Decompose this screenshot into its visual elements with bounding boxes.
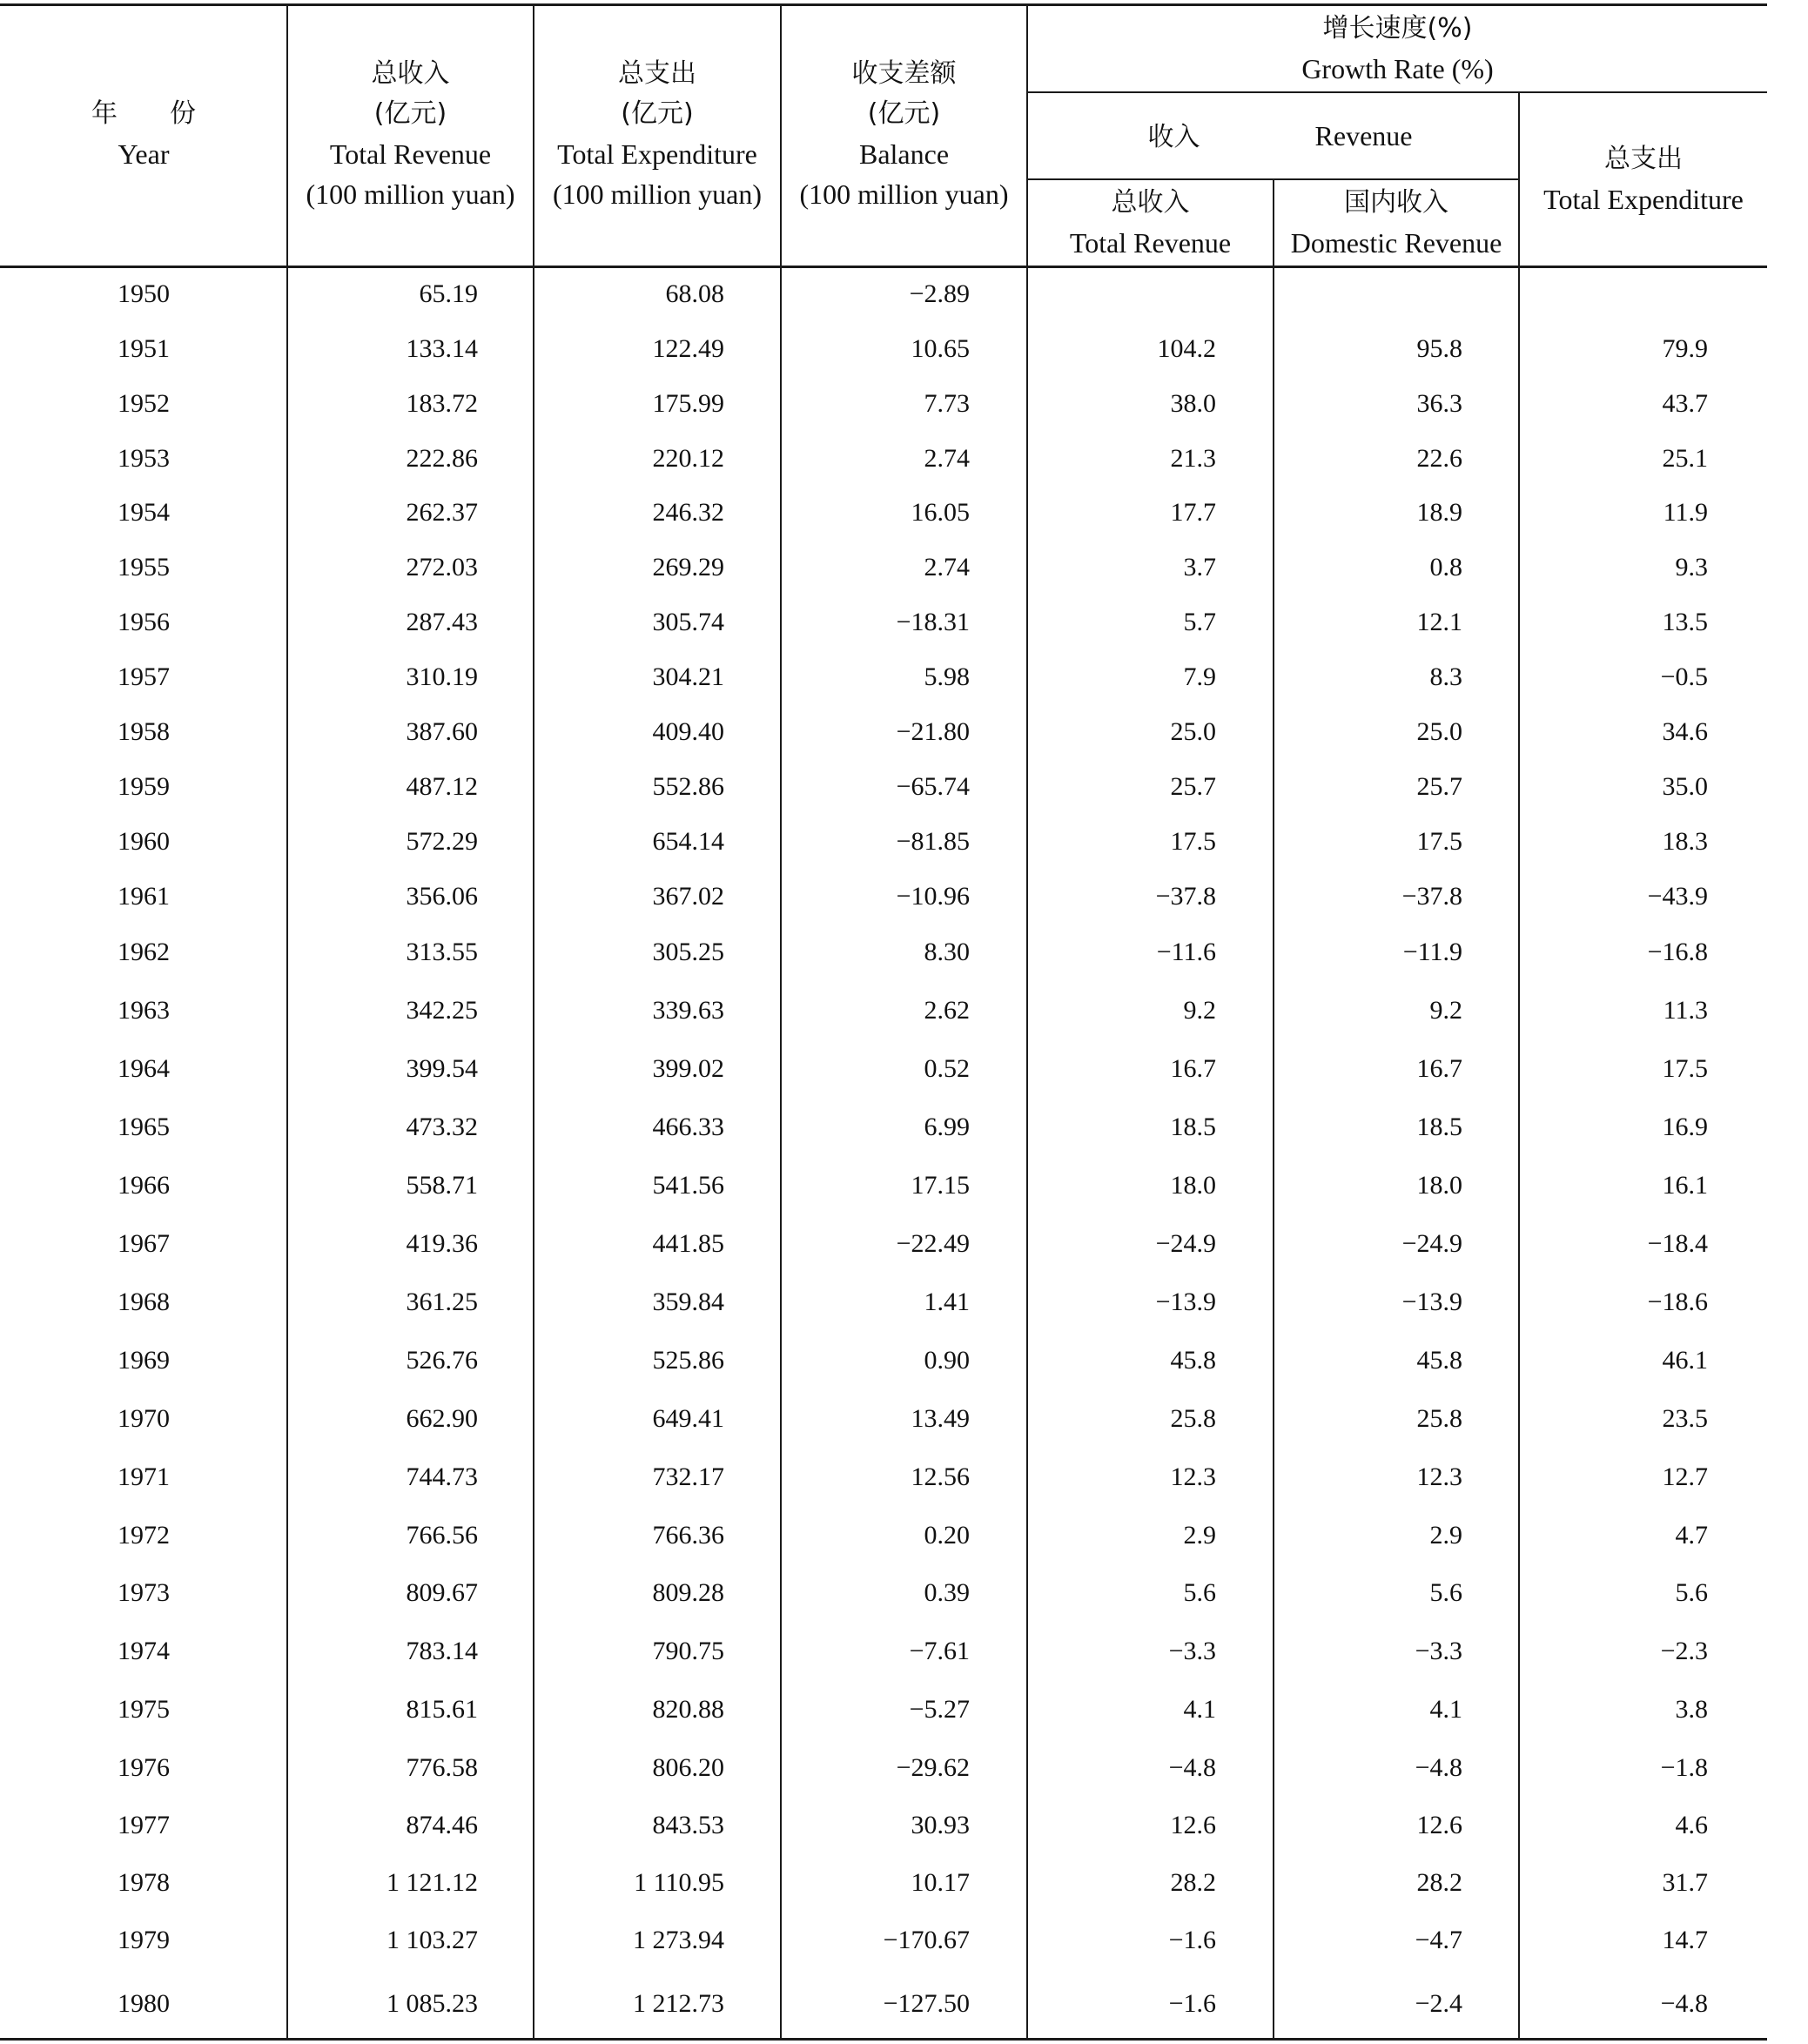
cell-total-expenditure: 654.14 (652, 827, 724, 856)
cell-total-expenditure: 305.74 (652, 608, 724, 636)
cell-growth-total-expenditure: 16.9 (1662, 1113, 1708, 1141)
cell-growth-total-revenue: −1.6 (1168, 1989, 1216, 2018)
cell-total-expenditure: 466.33 (652, 1113, 724, 1141)
cell-year: 1961 (118, 882, 170, 911)
cell-growth-total-revenue: −4.8 (1168, 1753, 1216, 1782)
cell-year: 1962 (118, 938, 170, 966)
cell-growth-total-expenditure: 17.5 (1662, 1054, 1708, 1083)
cell-total-revenue: 133.14 (406, 334, 478, 363)
header-total-expenditure-zh: 总支出 (618, 58, 696, 89)
cell-growth-total-revenue: 18.5 (1170, 1113, 1216, 1141)
cell-total-revenue: 526.76 (406, 1346, 478, 1375)
cell-growth-domestic-revenue: 2.9 (1429, 1521, 1462, 1550)
cell-growth-domestic-revenue: −13.9 (1401, 1288, 1462, 1316)
header-growth-total-expenditure-en: Total Expenditure (1543, 184, 1744, 215)
cell-growth-domestic-revenue: 12.3 (1416, 1462, 1462, 1491)
cell-growth-total-revenue: −3.3 (1168, 1637, 1216, 1665)
cell-balance: 16.05 (911, 498, 970, 527)
cell-total-revenue: 342.25 (406, 996, 478, 1025)
cell-total-expenditure: 1 273.94 (633, 1926, 724, 1954)
cell-growth-total-expenditure: 14.7 (1662, 1926, 1708, 1954)
cell-growth-total-expenditure: 5.6 (1675, 1578, 1708, 1607)
header-growth-domestic-revenue-zh: 国内收入 (1344, 187, 1448, 218)
cell-growth-total-revenue: 5.7 (1183, 608, 1216, 636)
cell-growth-total-revenue: 17.7 (1170, 498, 1216, 527)
cell-growth-total-expenditure: 31.7 (1662, 1868, 1708, 1897)
cell-growth-total-expenditure: −16.8 (1647, 938, 1708, 966)
cell-year: 1953 (118, 444, 170, 473)
header-balance-en: Balance (858, 138, 950, 170)
cell-growth-total-revenue: 16.7 (1170, 1054, 1216, 1083)
cell-balance: −18.31 (896, 608, 970, 636)
header-balance (782, 54, 1026, 214)
cell-total-revenue: 473.32 (406, 1113, 478, 1141)
cell-growth-total-expenditure: −0.5 (1660, 662, 1708, 691)
cell-growth-total-expenditure: 35.0 (1662, 772, 1708, 801)
cell-total-revenue: 662.90 (406, 1404, 478, 1433)
cell-balance: 12.56 (911, 1462, 970, 1491)
cell-growth-total-expenditure: −18.6 (1647, 1288, 1708, 1316)
cell-growth-total-revenue: −11.6 (1156, 938, 1216, 966)
cell-year: 1955 (118, 553, 170, 582)
cell-balance: 1.41 (924, 1288, 970, 1316)
header-bottom-rule (0, 266, 1767, 268)
cell-total-expenditure: 359.84 (652, 1288, 724, 1316)
cell-growth-domestic-revenue: −2.4 (1415, 1989, 1462, 2018)
cell-total-revenue: 809.67 (406, 1578, 478, 1607)
cell-year: 1972 (118, 1521, 170, 1550)
cell-total-expenditure: 441.85 (652, 1229, 724, 1258)
header-balance-unit-zh: (亿元) (867, 98, 941, 129)
header-total-revenue-unit-zh: (亿元) (373, 98, 447, 129)
cell-balance: 0.20 (924, 1521, 970, 1550)
cell-growth-total-expenditure: 18.3 (1662, 827, 1708, 856)
cell-growth-total-expenditure: −1.8 (1660, 1753, 1708, 1782)
cell-total-expenditure: 1 212.73 (633, 1989, 724, 2018)
header-revenue-group-zh: 收入 (1147, 122, 1200, 152)
cell-total-revenue: 776.58 (406, 1753, 478, 1782)
cell-total-revenue: 487.12 (406, 772, 478, 801)
cell-year: 1977 (118, 1811, 170, 1839)
cell-balance: 5.98 (924, 662, 970, 691)
cell-balance: −21.80 (896, 717, 970, 746)
header-growth-total-revenue-en: Total Revenue (1069, 227, 1232, 259)
header-growth-total-expenditure (1520, 139, 1767, 219)
cell-year: 1965 (118, 1113, 170, 1141)
cell-year: 1968 (118, 1288, 170, 1316)
cell-total-expenditure: 732.17 (652, 1462, 724, 1491)
header-growth-total-revenue (1028, 183, 1273, 263)
cell-growth-domestic-revenue: 12.1 (1416, 608, 1462, 636)
cell-growth-total-expenditure: 23.5 (1662, 1404, 1708, 1433)
cell-growth-total-expenditure: 4.7 (1675, 1521, 1708, 1550)
cell-growth-total-revenue: 25.0 (1170, 717, 1216, 746)
cell-balance: 7.73 (924, 389, 970, 418)
header-total-revenue-en: Total Revenue (329, 138, 492, 170)
header-total-revenue-zh: 总收入 (371, 58, 450, 89)
cell-balance: 2.74 (924, 444, 970, 473)
cell-balance: 30.93 (911, 1811, 970, 1839)
cell-growth-domestic-revenue: 0.8 (1429, 553, 1462, 582)
cell-balance: 0.39 (924, 1578, 970, 1607)
header-year-en: Year (118, 138, 170, 170)
header-year (0, 94, 287, 174)
cell-year: 1958 (118, 717, 170, 746)
cell-growth-total-expenditure: 25.1 (1662, 444, 1708, 473)
cell-growth-total-expenditure: 16.1 (1662, 1171, 1708, 1200)
cell-growth-total-expenditure: 46.1 (1662, 1346, 1708, 1375)
cell-total-revenue: 399.54 (406, 1054, 478, 1083)
cell-balance: 0.90 (924, 1346, 970, 1375)
cell-growth-domestic-revenue: 45.8 (1416, 1346, 1462, 1375)
cell-total-revenue: 287.43 (406, 608, 478, 636)
cell-year: 1974 (118, 1637, 170, 1665)
cell-total-expenditure: 269.29 (652, 553, 724, 582)
cell-growth-domestic-revenue: 25.0 (1416, 717, 1462, 746)
cell-balance: −29.62 (896, 1753, 970, 1782)
cell-growth-total-revenue: −24.9 (1155, 1229, 1216, 1258)
cell-growth-total-expenditure: 34.6 (1662, 717, 1708, 746)
cell-balance: −10.96 (896, 882, 970, 911)
cell-growth-domestic-revenue: −3.3 (1415, 1637, 1462, 1665)
cell-total-expenditure: 541.56 (652, 1171, 724, 1200)
cell-year: 1978 (118, 1868, 170, 1897)
cell-year: 1971 (118, 1462, 170, 1491)
cell-growth-total-revenue: −37.8 (1155, 882, 1216, 911)
header-total-revenue-unit-en: (100 million yuan) (306, 178, 515, 210)
header-growth-total-expenditure-zh: 总支出 (1604, 144, 1683, 174)
cell-total-expenditure: 1 110.95 (634, 1868, 724, 1897)
cell-year: 1967 (118, 1229, 170, 1258)
cell-total-expenditure: 122.49 (652, 334, 724, 363)
header-growth-rate-en: Growth Rate (%) (1301, 53, 1494, 84)
cell-growth-domestic-revenue: 95.8 (1416, 334, 1462, 363)
cell-total-expenditure: 339.63 (652, 996, 724, 1025)
cell-growth-total-revenue: 12.3 (1170, 1462, 1216, 1491)
cell-growth-domestic-revenue: 18.0 (1416, 1171, 1462, 1200)
cell-total-revenue: 1 121.12 (386, 1868, 478, 1897)
cell-growth-total-revenue: −13.9 (1155, 1288, 1216, 1316)
cell-balance: −5.27 (909, 1695, 970, 1724)
cell-growth-total-revenue: 38.0 (1170, 389, 1216, 418)
cell-growth-total-revenue: 4.1 (1183, 1695, 1216, 1724)
cell-growth-total-revenue: 104.2 (1157, 334, 1216, 363)
growth-header-rule (1027, 91, 1767, 93)
cell-total-revenue: 744.73 (406, 1462, 478, 1491)
cell-growth-domestic-revenue: 36.3 (1416, 389, 1462, 418)
cell-year: 1970 (118, 1404, 170, 1433)
cell-growth-domestic-revenue: 25.8 (1416, 1404, 1462, 1433)
cell-growth-total-revenue: 25.8 (1170, 1404, 1216, 1433)
cell-total-expenditure: 790.75 (652, 1637, 724, 1665)
cell-growth-total-expenditure: 4.6 (1675, 1811, 1708, 1839)
cell-total-expenditure: 766.36 (652, 1521, 724, 1550)
cell-growth-total-expenditure: 12.7 (1662, 1462, 1708, 1491)
cell-total-expenditure: 525.86 (652, 1346, 724, 1375)
cell-year: 1979 (118, 1926, 170, 1954)
cell-growth-domestic-revenue: 12.6 (1416, 1811, 1462, 1839)
cell-year: 1959 (118, 772, 170, 801)
cell-growth-total-revenue: 25.7 (1170, 772, 1216, 801)
top-rule (0, 3, 1767, 6)
cell-growth-domestic-revenue: 28.2 (1416, 1868, 1462, 1897)
cell-growth-total-revenue: 45.8 (1170, 1346, 1216, 1375)
cell-growth-total-expenditure: 13.5 (1662, 608, 1708, 636)
cell-balance: −127.50 (883, 1989, 970, 2018)
cell-growth-total-expenditure: 9.3 (1675, 553, 1708, 582)
cell-growth-total-expenditure: 11.3 (1663, 996, 1708, 1025)
cell-growth-domestic-revenue: 16.7 (1416, 1054, 1462, 1083)
cell-total-revenue: 356.06 (406, 882, 478, 911)
header-total-expenditure (534, 54, 780, 214)
cell-total-revenue: 558.71 (406, 1171, 478, 1200)
cell-total-revenue: 815.61 (406, 1695, 478, 1724)
cell-total-revenue: 262.37 (406, 498, 478, 527)
header-total-expenditure-unit-zh: (亿元) (621, 98, 694, 129)
cell-balance: −22.49 (896, 1229, 970, 1258)
cell-total-expenditure: 809.28 (652, 1578, 724, 1607)
cell-year: 1963 (118, 996, 170, 1025)
header-year-zh: 年 份 (91, 98, 196, 129)
cell-growth-domestic-revenue: −11.9 (1402, 938, 1462, 966)
cell-growth-total-revenue: 9.2 (1183, 996, 1216, 1025)
cell-balance: 10.17 (911, 1868, 970, 1897)
cell-year: 1957 (118, 662, 170, 691)
header-growth-domestic-revenue-en: Domestic Revenue (1290, 227, 1502, 259)
cell-total-revenue: 874.46 (406, 1811, 478, 1839)
cell-total-revenue: 361.25 (406, 1288, 478, 1316)
cell-balance: −81.85 (896, 827, 970, 856)
cell-total-revenue: 387.60 (406, 717, 478, 746)
cell-year: 1966 (118, 1171, 170, 1200)
cell-growth-total-revenue: 12.6 (1170, 1811, 1216, 1839)
cell-year: 1969 (118, 1346, 170, 1375)
cell-balance: −2.89 (909, 279, 970, 308)
cell-balance: 8.30 (924, 938, 970, 966)
cell-year: 1950 (118, 279, 170, 308)
cell-year: 1976 (118, 1753, 170, 1782)
cell-growth-domestic-revenue: 18.5 (1416, 1113, 1462, 1141)
cell-total-revenue: 1 085.23 (386, 1989, 478, 2018)
cell-growth-total-expenditure: −2.3 (1660, 1637, 1708, 1665)
cell-year: 1975 (118, 1695, 170, 1724)
cell-year: 1952 (118, 389, 170, 418)
cell-growth-total-expenditure: 3.8 (1675, 1695, 1708, 1724)
cell-growth-total-revenue: 17.5 (1170, 827, 1216, 856)
cell-growth-total-revenue: 3.7 (1183, 553, 1216, 582)
cell-year: 1956 (118, 608, 170, 636)
header-revenue-group (1028, 116, 1518, 158)
cell-growth-domestic-revenue: 8.3 (1429, 662, 1462, 691)
header-total-expenditure-unit-en: (100 million yuan) (553, 178, 762, 210)
cell-balance: 2.62 (924, 996, 970, 1025)
cell-growth-total-revenue: 2.9 (1183, 1521, 1216, 1550)
cell-growth-domestic-revenue: 5.6 (1429, 1578, 1462, 1607)
header-total-expenditure-en: Total Expenditure (557, 138, 757, 170)
cell-growth-domestic-revenue: 9.2 (1429, 996, 1462, 1025)
cell-growth-domestic-revenue: −24.9 (1401, 1229, 1462, 1258)
cell-total-revenue: 310.19 (406, 662, 478, 691)
cell-total-expenditure: 175.99 (652, 389, 724, 418)
cell-balance: −7.61 (909, 1637, 970, 1665)
cell-balance: 0.52 (924, 1054, 970, 1083)
cell-growth-domestic-revenue: 18.9 (1416, 498, 1462, 527)
bottom-rule (0, 2038, 1767, 2041)
cell-growth-total-expenditure: −18.4 (1647, 1229, 1708, 1258)
header-balance-zh: 收支差额 (851, 58, 957, 89)
cell-growth-domestic-revenue: 22.6 (1416, 444, 1462, 473)
cell-total-expenditure: 304.21 (652, 662, 724, 691)
header-balance-unit-en: (100 million yuan) (799, 178, 1009, 210)
cell-growth-domestic-revenue: −37.8 (1401, 882, 1462, 911)
cell-growth-total-revenue: 28.2 (1170, 1868, 1216, 1897)
cell-total-expenditure: 399.02 (652, 1054, 724, 1083)
cell-total-revenue: 313.55 (406, 938, 478, 966)
cell-growth-total-revenue: 21.3 (1170, 444, 1216, 473)
cell-year: 1960 (118, 827, 170, 856)
cell-year: 1964 (118, 1054, 170, 1083)
cell-growth-domestic-revenue: 4.1 (1429, 1695, 1462, 1724)
cell-total-revenue: 572.29 (406, 827, 478, 856)
cell-growth-domestic-revenue: 17.5 (1416, 827, 1462, 856)
cell-total-expenditure: 552.86 (652, 772, 724, 801)
cell-total-expenditure: 649.41 (652, 1404, 724, 1433)
cell-balance: 6.99 (924, 1113, 970, 1141)
cell-growth-total-expenditure: 79.9 (1662, 334, 1708, 363)
cell-total-expenditure: 820.88 (652, 1695, 724, 1724)
cell-balance: 10.65 (911, 334, 970, 363)
cell-year: 1980 (118, 1989, 170, 2018)
cell-balance: −65.74 (896, 772, 970, 801)
header-growth-domestic-revenue (1274, 183, 1518, 263)
cell-total-revenue: 272.03 (406, 553, 478, 582)
header-growth-rate-zh: 增长速度(%) (1322, 13, 1473, 44)
cell-growth-domestic-revenue: −4.7 (1415, 1926, 1462, 1954)
cell-balance: −170.67 (883, 1926, 970, 1954)
cell-year: 1951 (118, 334, 170, 363)
cell-total-revenue: 222.86 (406, 444, 478, 473)
cell-growth-total-expenditure: 43.7 (1662, 389, 1708, 418)
cell-total-revenue: 766.56 (406, 1521, 478, 1550)
cell-total-expenditure: 220.12 (652, 444, 724, 473)
header-growth-rate (1028, 9, 1767, 89)
cell-total-expenditure: 246.32 (652, 498, 724, 527)
cell-growth-total-expenditure: 11.9 (1663, 498, 1708, 527)
cell-growth-total-expenditure: −43.9 (1647, 882, 1708, 911)
cell-growth-total-revenue: 7.9 (1183, 662, 1216, 691)
cell-total-revenue: 65.19 (419, 279, 478, 308)
cell-balance: 17.15 (911, 1171, 970, 1200)
cell-total-expenditure: 843.53 (652, 1811, 724, 1839)
cell-total-revenue: 783.14 (406, 1637, 478, 1665)
header-revenue-group-en: Revenue (1314, 120, 1413, 151)
cell-total-expenditure: 409.40 (652, 717, 724, 746)
cell-balance: 13.49 (911, 1404, 970, 1433)
cell-growth-domestic-revenue: −4.8 (1415, 1753, 1462, 1782)
cell-growth-total-revenue: −1.6 (1168, 1926, 1216, 1954)
cell-total-expenditure: 806.20 (652, 1753, 724, 1782)
cell-total-expenditure: 68.08 (665, 279, 724, 308)
cell-year: 1954 (118, 498, 170, 527)
cell-total-expenditure: 367.02 (652, 882, 724, 911)
cell-balance: 2.74 (924, 553, 970, 582)
header-total-revenue (288, 54, 533, 214)
cell-growth-total-revenue: 5.6 (1183, 1578, 1216, 1607)
cell-total-expenditure: 305.25 (652, 938, 724, 966)
header-growth-total-revenue-zh: 总收入 (1111, 187, 1190, 218)
cell-growth-total-expenditure: −4.8 (1660, 1989, 1708, 2018)
cell-total-revenue: 1 103.27 (386, 1926, 478, 1954)
cell-total-revenue: 419.36 (406, 1229, 478, 1258)
cell-growth-domestic-revenue: 25.7 (1416, 772, 1462, 801)
cell-year: 1973 (118, 1578, 170, 1607)
cell-growth-total-revenue: 18.0 (1170, 1171, 1216, 1200)
cell-total-revenue: 183.72 (406, 389, 478, 418)
